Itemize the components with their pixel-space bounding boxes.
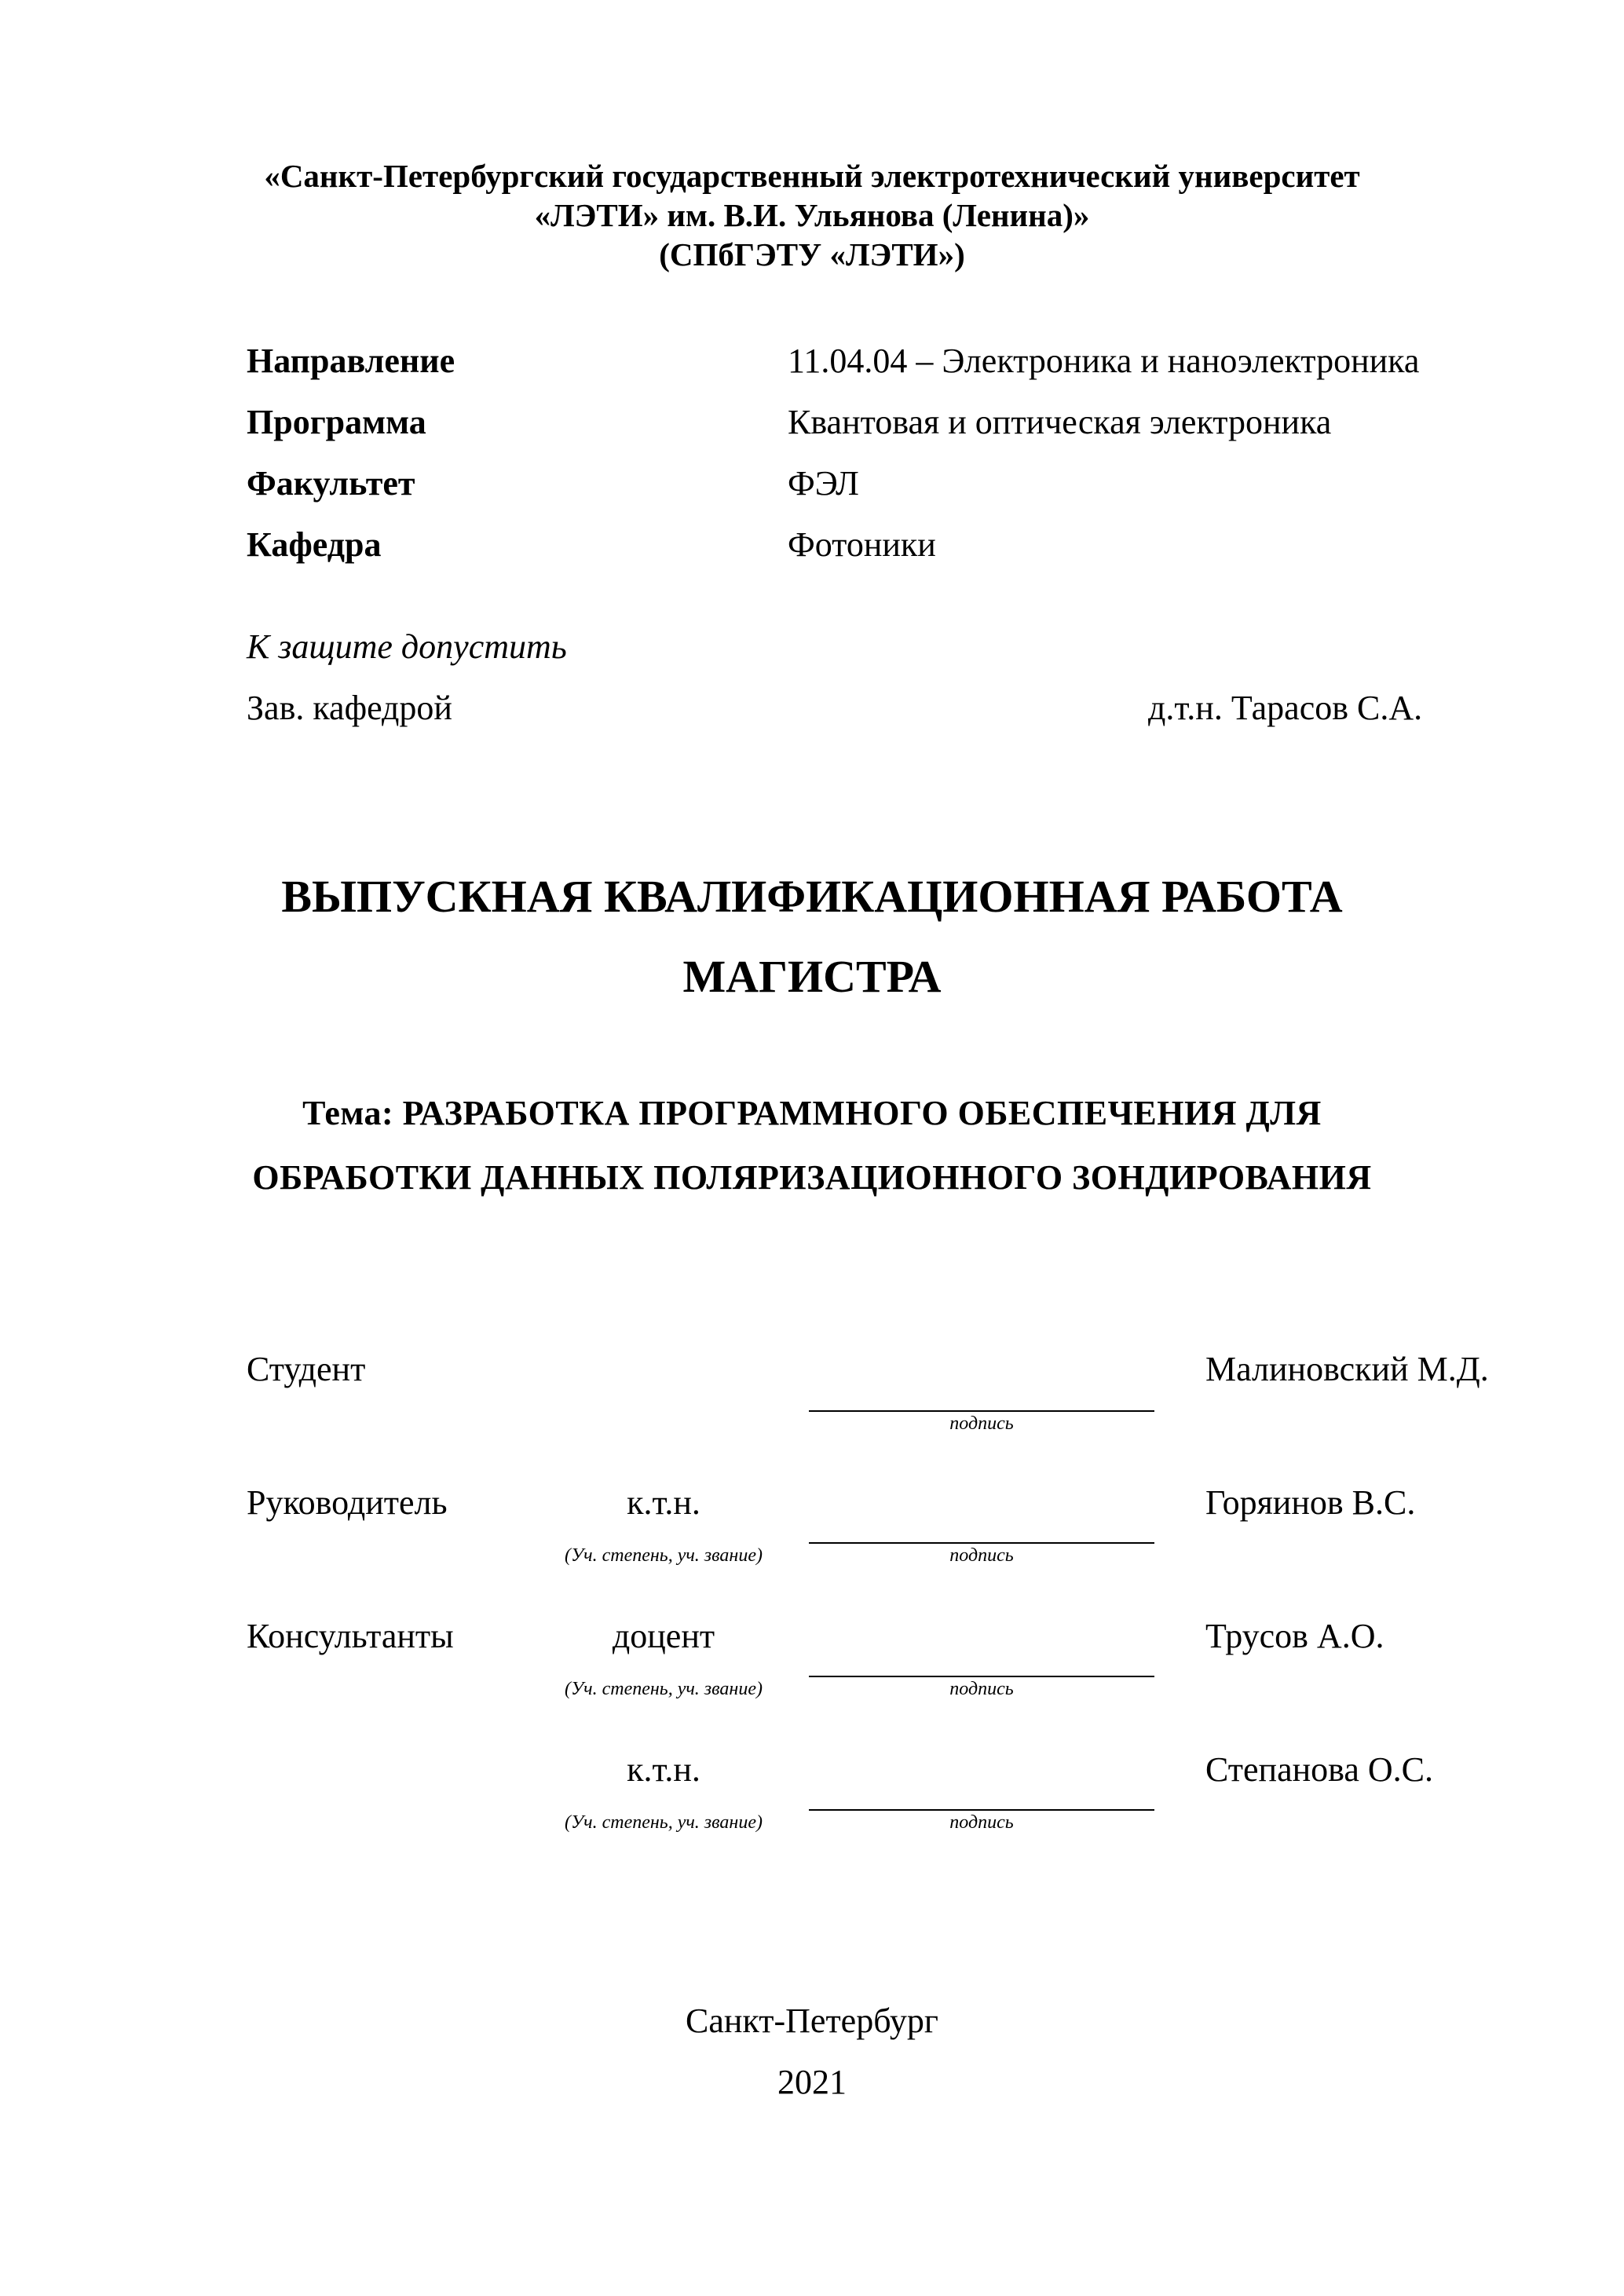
student-signature-line	[809, 1410, 1154, 1412]
document-title-line1: ВЫПУСКНАЯ КВАЛИФИКАЦИОННАЯ РАБОТА	[281, 871, 1343, 922]
consultant1-degree-caption: (Уч. степень, уч. звание)	[565, 1679, 763, 1699]
supervisor-name: Горяинов В.С.	[1205, 1483, 1416, 1522]
head-of-department-name: д.т.н. Тарасов С.А.	[1148, 689, 1423, 727]
program-label: Программа	[247, 403, 426, 441]
faculty-label: Факультет	[247, 464, 415, 503]
consultant2-signature-line	[809, 1809, 1154, 1811]
department-label: Кафедра	[247, 525, 382, 564]
student-role: Студент	[247, 1350, 366, 1388]
supervisor-role: Руководитель	[247, 1483, 448, 1522]
consultants-role: Консультанты	[247, 1617, 454, 1655]
student-signature-caption: подпись	[949, 1413, 1014, 1434]
student-name: Малиновский М.Д.	[1205, 1350, 1489, 1388]
faculty-value: ФЭЛ	[788, 464, 859, 503]
university-name-line1: «Санкт-Петербургский государственный электротехнический университет	[264, 158, 1360, 194]
university-name-line2: «ЛЭТИ» им. В.И. Ульянова (Ленина)»	[534, 197, 1090, 233]
topic-line2: ОБРАБОТКИ ДАННЫХ ПОЛЯРИЗАЦИОННОГО ЗОНДИРОВАНИЯ	[252, 1158, 1372, 1197]
head-of-department-label: Зав. кафедрой	[247, 689, 452, 727]
topic-line1: Тема: РАЗРАБОТКА ПРОГРАММНОГО ОБЕСПЕЧЕНИЯ ДЛЯ	[302, 1094, 1322, 1132]
consultant1-signature-caption: подпись	[949, 1679, 1014, 1699]
direction-value: 11.04.04 – Электроника и наноэлектроника	[788, 342, 1420, 380]
document-title-line2: МАГИСТРА	[682, 951, 942, 1002]
admission-note: К защите допустить	[247, 627, 567, 666]
supervisor-degree-caption: (Уч. степень, уч. звание)	[565, 1545, 763, 1566]
consultant2-degree: к.т.н.	[627, 1750, 700, 1789]
supervisor-signature-line	[809, 1542, 1154, 1544]
supervisor-degree: к.т.н.	[627, 1483, 700, 1522]
footer-year: 2021	[777, 2063, 847, 2101]
consultant1-name: Трусов А.О.	[1205, 1617, 1384, 1655]
university-abbrev: (СПбГЭТУ «ЛЭТИ»)	[659, 236, 965, 272]
department-value: Фотоники	[788, 525, 936, 564]
consultant2-signature-caption: подпись	[949, 1812, 1014, 1833]
footer-city: Санкт-Петербург	[686, 2002, 938, 2040]
consultant1-signature-line	[809, 1676, 1154, 1677]
supervisor-signature-caption: подпись	[949, 1545, 1014, 1566]
program-value: Квантовая и оптическая электроника	[788, 403, 1332, 441]
direction-label: Направление	[247, 342, 455, 380]
consultant2-degree-caption: (Уч. степень, уч. звание)	[565, 1812, 763, 1833]
consultant2-name: Степанова О.С.	[1205, 1750, 1433, 1789]
consultant1-degree: доцент	[612, 1617, 715, 1655]
